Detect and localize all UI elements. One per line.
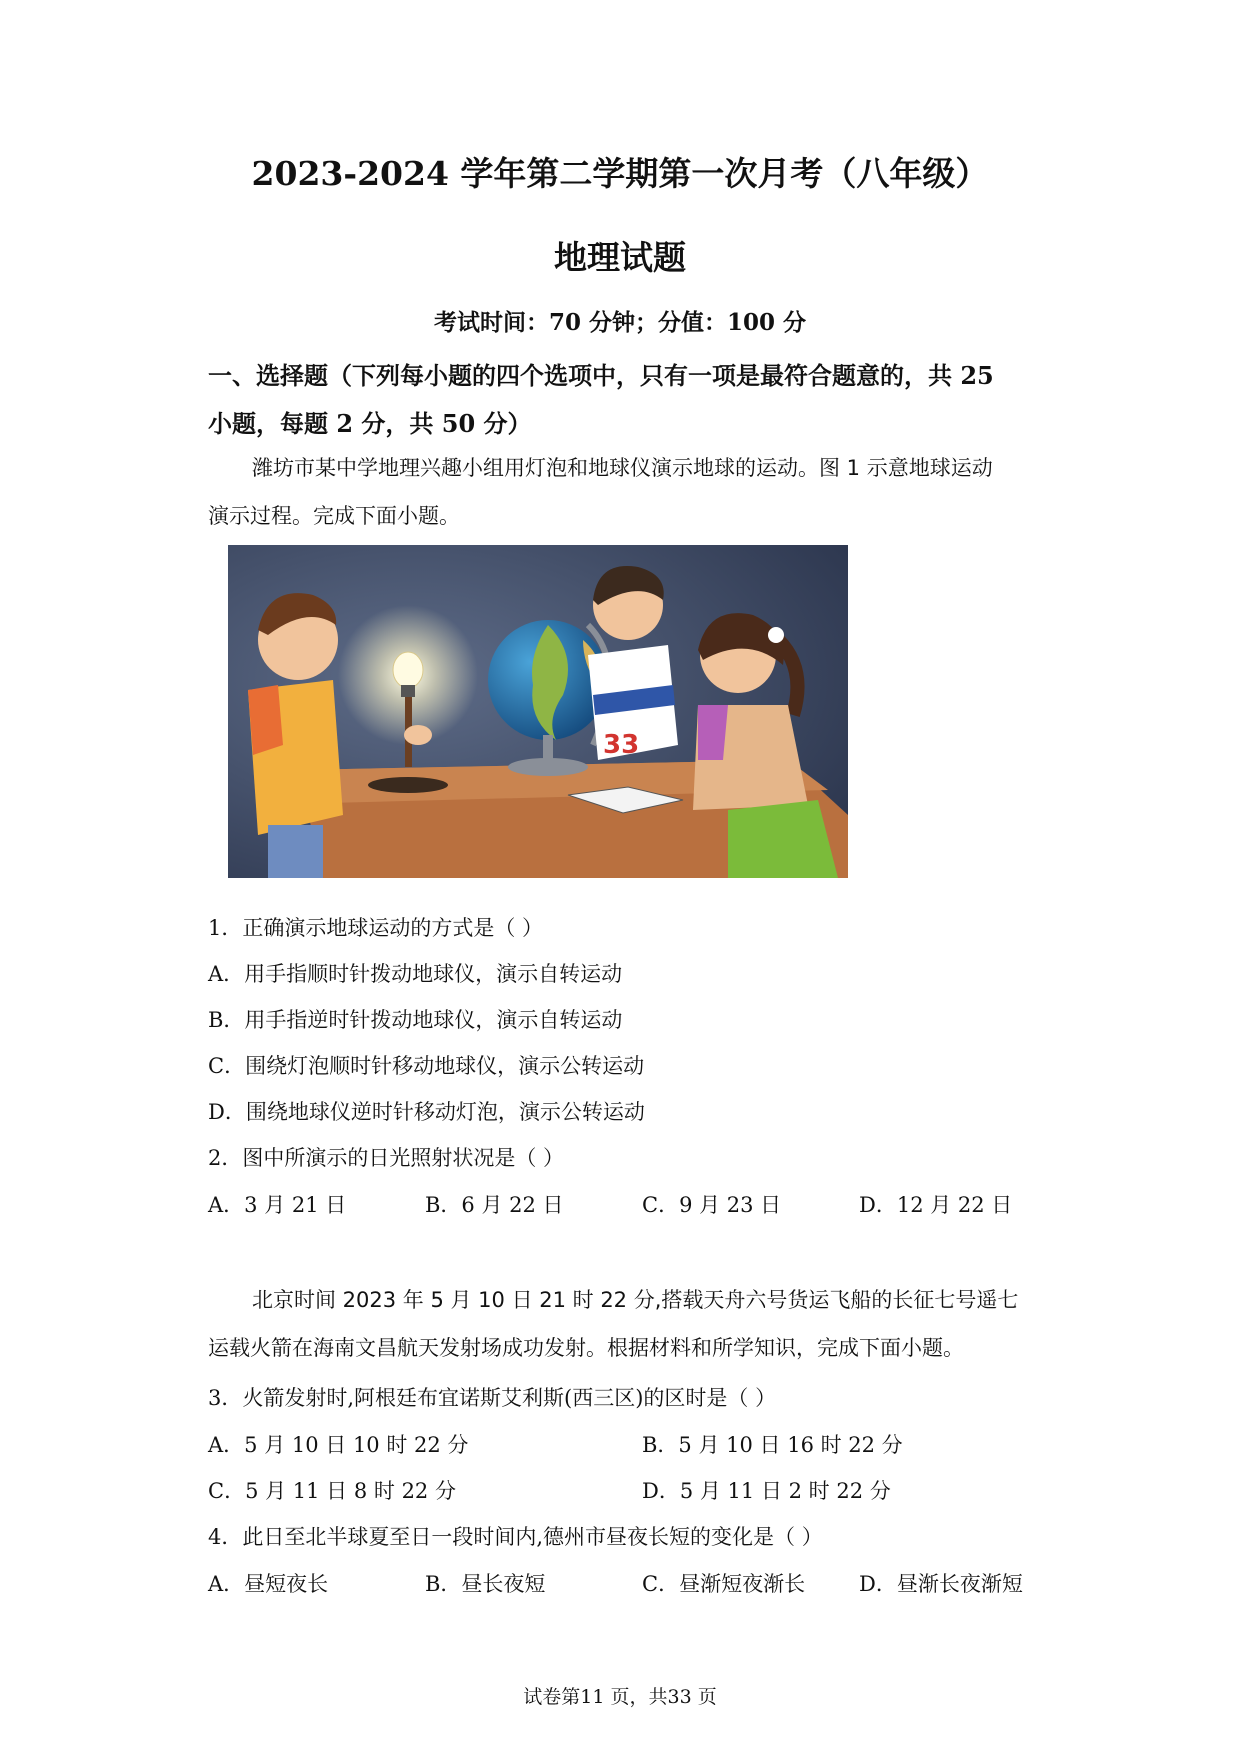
question-1-option-c[interactable]: C．围绕灯泡顺时针移动地球仪，演示公转运动: [208, 1054, 645, 1078]
question-3-option-b[interactable]: B．5 月 10 日 16 时 22 分: [642, 1433, 903, 1457]
material1-line2: 演示过程。完成下面小题。: [208, 504, 460, 528]
question-2-option-c[interactable]: C．9 月 23 日: [642, 1193, 782, 1217]
globe-demo-illustration: [228, 545, 848, 878]
question-3-stem: 3．火箭发射时,阿根廷布宜诺斯艾利斯(西三区)的区时是（ ）: [208, 1386, 777, 1410]
question-2-option-d[interactable]: D．12 月 22 日: [859, 1193, 1013, 1217]
material1-line1: 潍坊市某中学地理兴趣小组用灯泡和地球仪演示地球的运动。图 1 示意地球运动: [252, 456, 993, 480]
question-3-option-d[interactable]: D．5 月 11 日 2 时 22 分: [642, 1479, 891, 1503]
question-1-option-b[interactable]: B．用手指逆时针拨动地球仪，演示自转运动: [208, 1008, 623, 1032]
section-heading-line2: 小题，每题 2 分，共 50 分）: [208, 409, 532, 438]
question-2-stem: 2．图中所演示的日光照射状况是（ ）: [208, 1146, 565, 1170]
question-1-option-a[interactable]: A．用手指顺时针拨动地球仪，演示自转运动: [208, 962, 623, 986]
question-4-option-c[interactable]: C．昼渐短夜渐长: [642, 1572, 806, 1596]
exam-info: 考试时间：70 分钟；分值：100 分: [433, 309, 807, 336]
section-heading-line1: 一、选择题（下列每小题的四个选项中，只有一项是最符合题意的，共 25: [208, 361, 994, 390]
page-footer: 试卷第11 页，共33 页: [523, 1686, 717, 1708]
question-4-stem: 4．此日至北半球夏至日一段时间内,德州市昼夜长短的变化是（ ）: [208, 1525, 823, 1549]
question-2-option-b[interactable]: B．6 月 22 日: [425, 1193, 564, 1217]
question-1-option-d[interactable]: D．围绕地球仪逆时针移动灯泡，演示公转运动: [208, 1100, 645, 1124]
jersey-number: 33: [603, 730, 640, 760]
question-3-option-a[interactable]: A．5 月 10 日 10 时 22 分: [208, 1433, 469, 1457]
question-4-option-a[interactable]: A．昼短夜长: [208, 1572, 329, 1596]
question-4-option-b[interactable]: B．昼长夜短: [425, 1572, 546, 1596]
material2-line1: 北京时间 2023 年 5 月 10 日 21 时 22 分,搭载天舟六号货运飞船的长征七号遥七: [252, 1288, 1019, 1312]
exam-title: 2023-2024 学年第二学期第一次月考（八年级）: [251, 154, 989, 193]
question-4-option-d[interactable]: D．昼渐长夜渐短: [859, 1572, 1023, 1596]
question-3-option-c[interactable]: C．5 月 11 日 8 时 22 分: [208, 1479, 456, 1503]
material2-line2: 运载火箭在海南文昌航天发射场成功发射。根据材料和所学知识，完成下面小题。: [208, 1336, 964, 1360]
question-2-option-a[interactable]: A．3 月 21 日: [208, 1193, 347, 1217]
exam-subtitle: 地理试题: [554, 238, 686, 277]
question-1-stem: 1．正确演示地球运动的方式是（ ）: [208, 916, 544, 940]
